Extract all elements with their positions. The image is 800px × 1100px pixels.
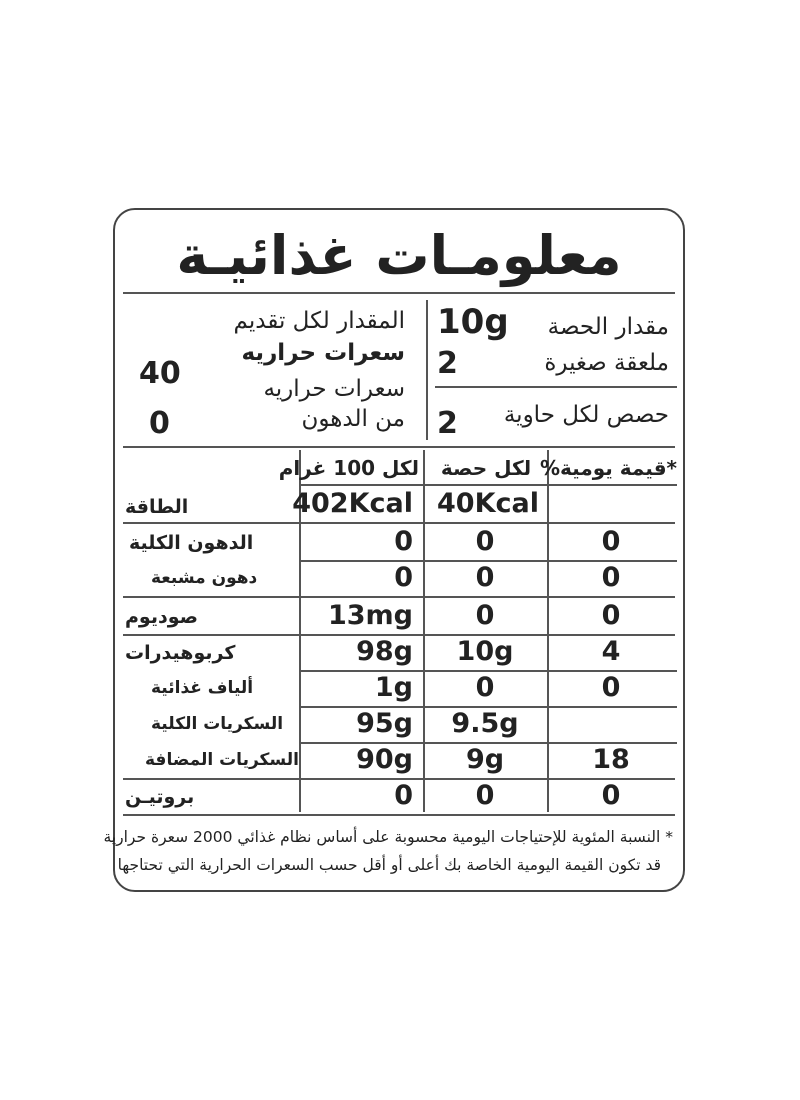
saturated-fat-per-serving: 0: [475, 562, 495, 593]
divider: [123, 446, 675, 448]
sodium-per-100g: 13mg: [327, 600, 413, 631]
row-label-added-sugars: السكريات المضافة: [145, 750, 299, 770]
carbohydrates-per-100g: 98g: [356, 636, 413, 667]
sodium-daily-value: 0: [601, 600, 621, 631]
carbohydrates-per-serving: 10g: [456, 636, 514, 667]
energy-per-100g: 402Kcal: [292, 488, 413, 519]
divider: [426, 300, 428, 440]
nutrition-facts-panel: [103, 208, 685, 892]
total-fat-per-100g: 0: [394, 526, 413, 557]
row-label-energy: الطاقة: [125, 496, 189, 518]
sodium-per-serving: 0: [475, 600, 495, 631]
row-divider: [123, 814, 675, 816]
total-sugars-per-100g: 95g: [356, 708, 413, 739]
added-sugars-per-serving: 9g: [465, 744, 505, 775]
header-per-serving: لكل حصة: [440, 456, 532, 480]
row-label-saturated-fat: دهون مشبعة: [151, 568, 258, 588]
row-divider: [123, 596, 675, 598]
row-divider: [301, 484, 677, 486]
column-divider: [547, 450, 549, 812]
row-label-protein: بروتيـن: [125, 786, 195, 808]
amount-per-serving-label: المقدار لكل تقديم: [233, 308, 405, 334]
dietary-fiber-daily-value: 0: [601, 672, 621, 703]
dietary-fiber-per-serving: 0: [475, 672, 495, 703]
row-label-total-fat: الدهون الكلية: [129, 532, 254, 554]
row-label-total-sugars: السكريات الكلية: [151, 714, 284, 734]
calories-value: 40: [139, 356, 181, 391]
saturated-fat-daily-value: 0: [601, 562, 621, 593]
calories-from-fat-value: 0: [149, 406, 170, 441]
calories-from-fat-line1: سعرات حراريه: [263, 376, 405, 402]
row-label-carbohydrates: كربوهيدرات: [125, 642, 236, 664]
total-fat-daily-value: 0: [601, 526, 621, 557]
divider: [435, 386, 677, 388]
energy-per-serving: 40Kcal: [437, 488, 539, 519]
protein-per-100g: 0: [394, 780, 413, 811]
serving-size-label: مقدار الحصة: [547, 314, 669, 340]
added-sugars-per-100g: 90g: [356, 744, 413, 775]
row-label-dietary-fiber: ألياف غذائية: [151, 678, 254, 698]
serving-size-value: 10g: [437, 302, 509, 342]
divider: [123, 292, 675, 294]
saturated-fat-per-100g: 0: [394, 562, 413, 593]
calories-from-fat-line2: من الدهون: [301, 406, 405, 432]
added-sugars-daily-value: 18: [592, 744, 630, 775]
panel-title: معلومـات غذائيـة: [176, 224, 622, 287]
footnote-line2: قد تكون القيمة اليومية الخاصة بك أعلى أو أقل حسب السعرات الحرارية التي تحتاجها: [117, 856, 661, 874]
header-per-100g: لكل 100 غرام: [278, 456, 419, 480]
row-label-sodium: صوديوم: [125, 606, 198, 628]
dietary-fiber-per-100g: 1g: [374, 672, 413, 703]
footnote-line1: * النسبة المئوية للإحتياجات اليومية محسوبة على أساس نظام غذائي 2000 سعرة حرارية: [103, 828, 673, 846]
row-divider: [123, 522, 675, 524]
header-daily-value: *قيمة يومية%: [540, 456, 677, 480]
small-spoon-value: 2: [437, 346, 458, 381]
total-sugars-per-serving: 9.5g: [451, 708, 519, 739]
small-spoon-label: ملعقة صغيرة: [544, 350, 669, 376]
servings-per-container-label: حصص لكل حاوية: [503, 402, 669, 428]
servings-per-container-value: 2: [437, 406, 458, 441]
carbohydrates-daily-value: 4: [601, 636, 621, 667]
protein-daily-value: 0: [601, 780, 621, 811]
column-divider: [423, 450, 425, 812]
protein-per-serving: 0: [475, 780, 495, 811]
calories-label: سعرات حراريه: [241, 340, 405, 366]
total-fat-per-serving: 0: [475, 526, 495, 557]
